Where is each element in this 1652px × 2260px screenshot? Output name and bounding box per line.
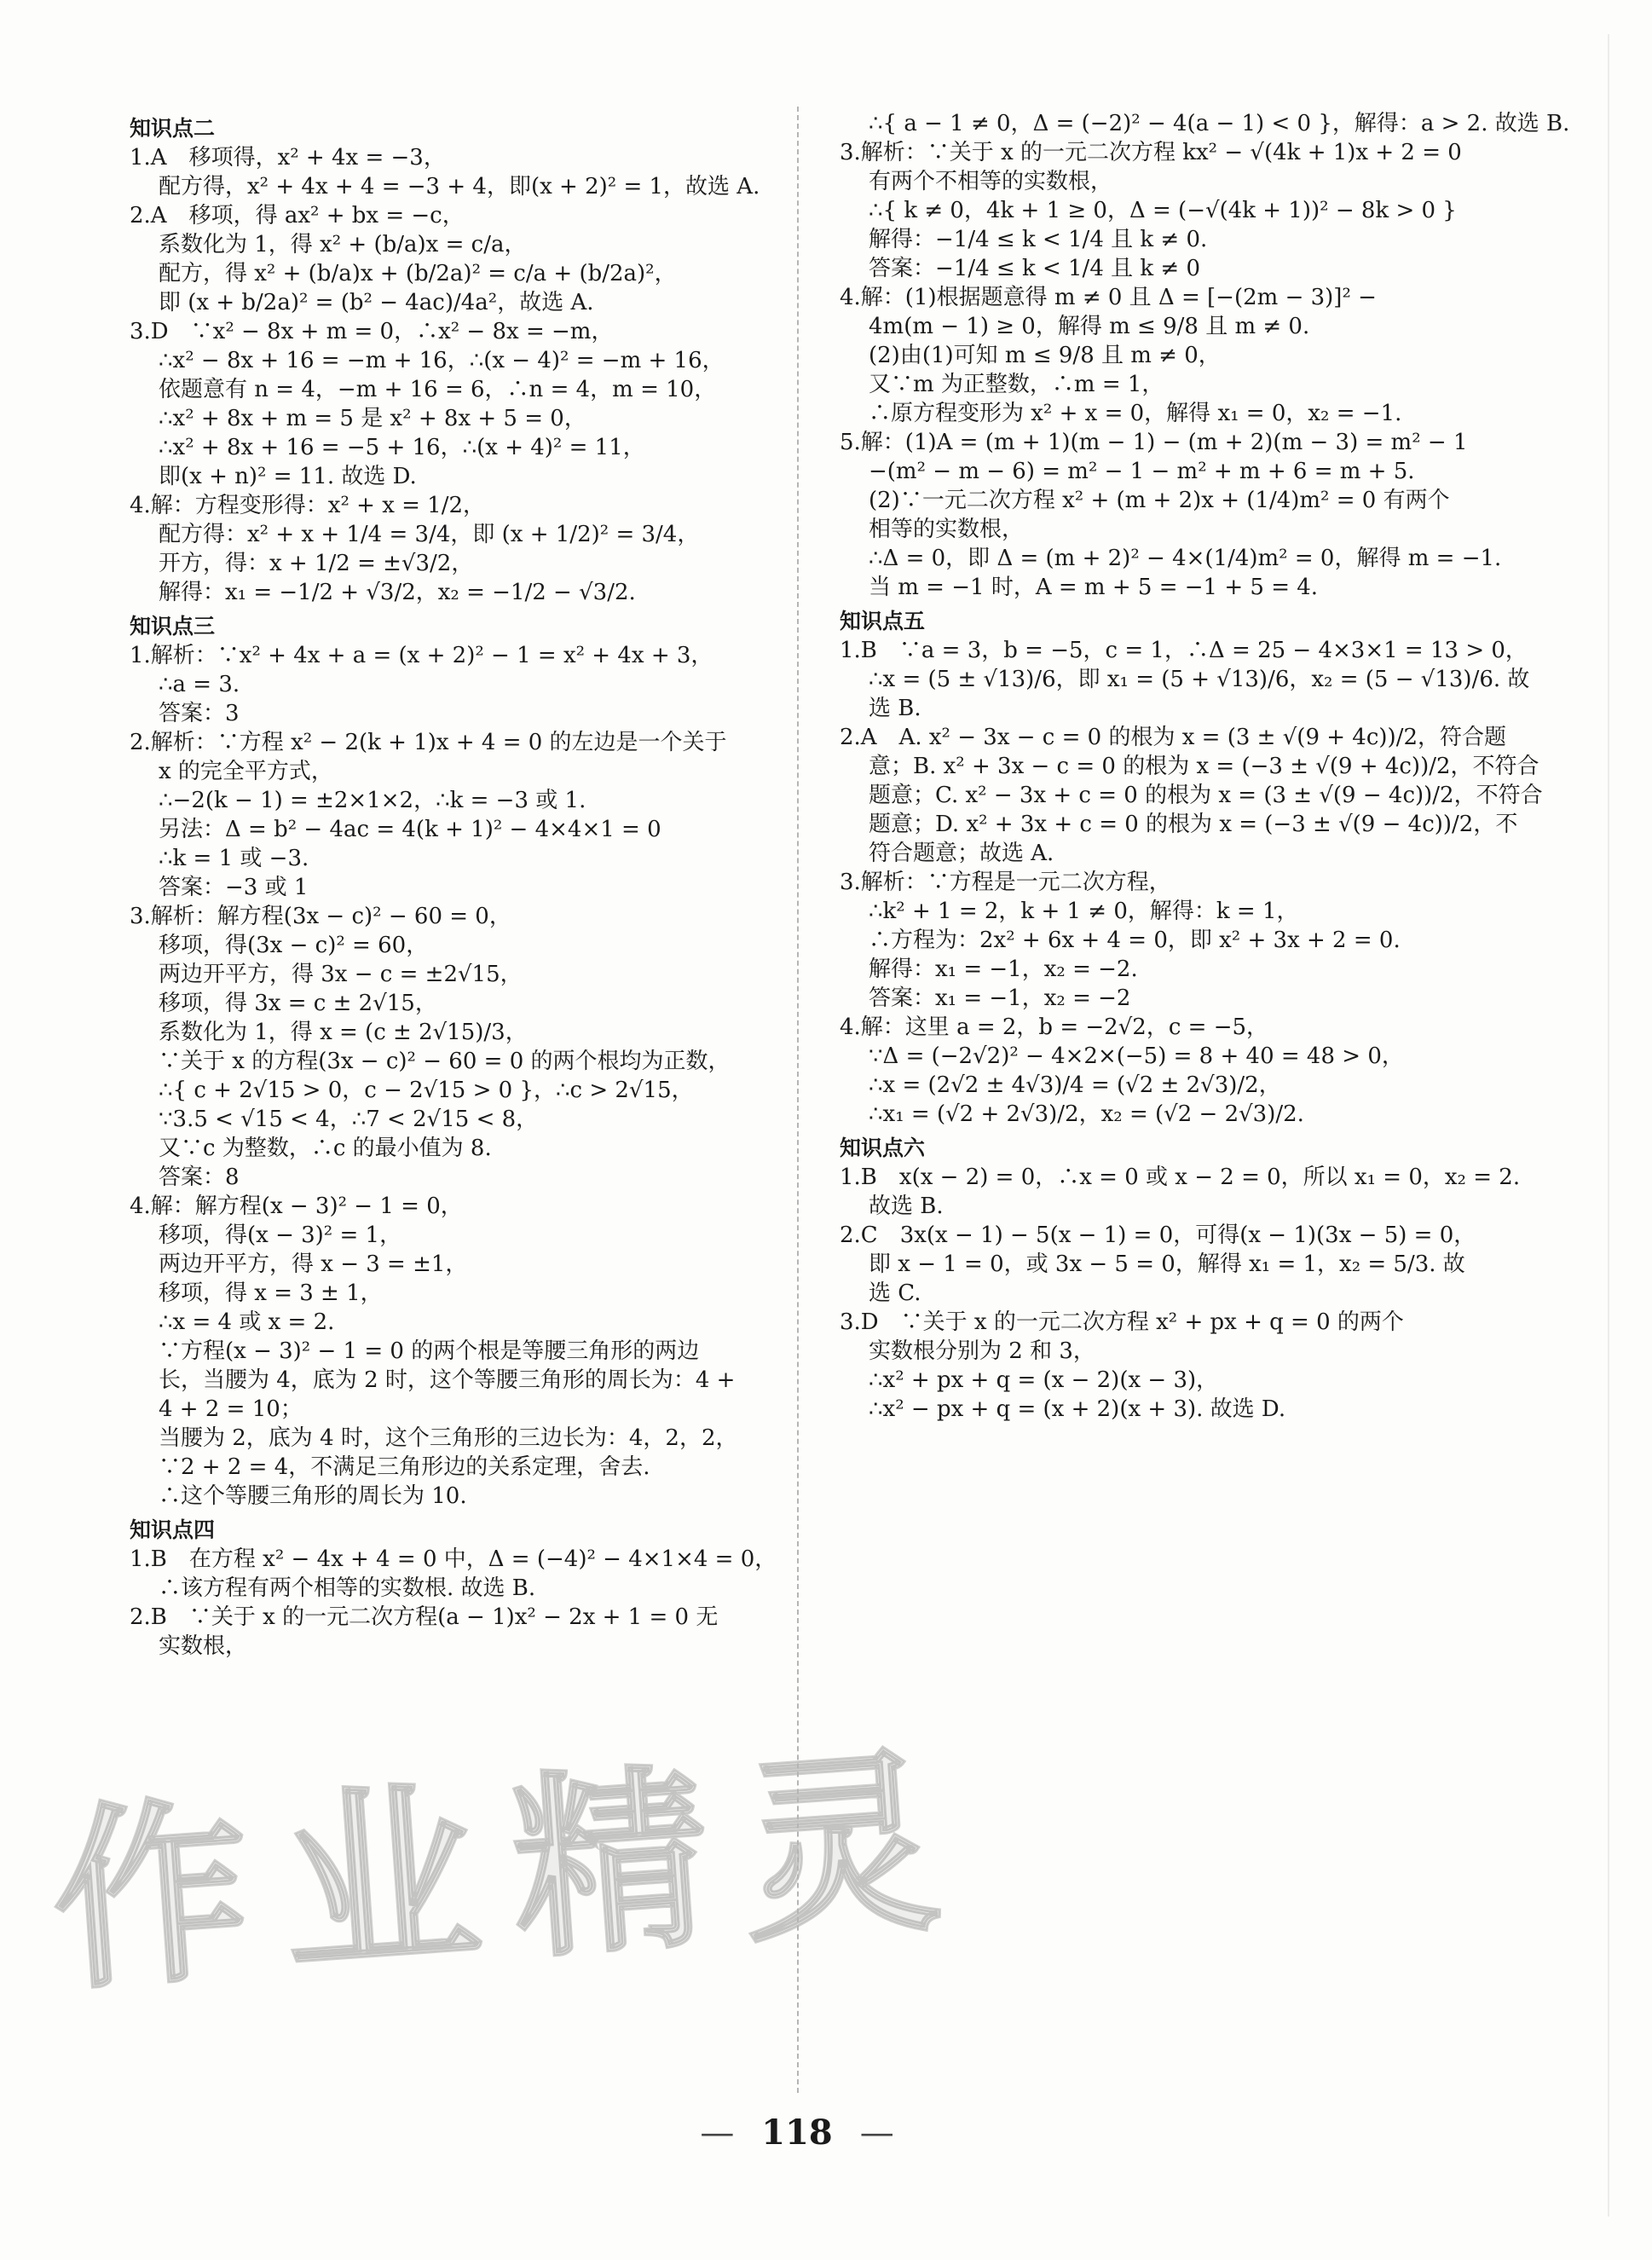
text-line: 选 B. [869, 696, 921, 721]
text-line: ∴该方程有两个相等的实数根. 故选 B. [159, 1575, 536, 1601]
text-line: 配方得，x² + 4x + 4 = −3 + 4，即(x + 2)² = 1，故选 A. [159, 174, 760, 199]
text-line: 配方得：x² + x + 1/4 = 3/4，即 (x + 1/2)² = 3/4， [159, 522, 700, 547]
text-line: 答案：x₁ = −1，x₂ = −2 [869, 985, 1131, 1011]
text-line: 2.A A. x² − 3x − c = 0 的根为 x = (3 ± √(9 + 4c))/2，符合题 [840, 725, 1506, 750]
text-line: ∴x² − px + q = (x + 2)(x + 3). 故选 D. [869, 1396, 1286, 1422]
text-line: ∴−2(k − 1) = ±2×1×2，∴k = −3 或 1. [159, 788, 586, 813]
text-line: ∴x = (5 ± √13)/6，即 x₁ = (5 + √13)/6，x₂ = (5 − √13)/6. 故 [869, 667, 1530, 692]
text-line: x 的完全平方式， [159, 759, 333, 784]
text-line: ∴{ a − 1 ≠ 0，Δ = (−2)² − 4(a − 1) < 0 }，解得：a > 2. 故选 B. [869, 111, 1570, 136]
text-line: 3.解析：∵关于 x 的一元二次方程 kx² − √(4k + 1)x + 2 = 0 [840, 140, 1462, 165]
right-column [840, 109, 1570, 1424]
text-line: 即 x − 1 = 0，或 3x − 5 = 0，解得 x₁ = 1，x₂ = 5/3. 故 [869, 1251, 1465, 1277]
text-line: 1.解析：∵x² + 4x + a = (x + 2)² − 1 = x² + 4x + 3， [130, 643, 713, 668]
text-line: 两边开平方，得 3x − c = ±2√15， [159, 962, 523, 987]
text-line: 2.A 移项，得 ax² + bx = −c， [130, 203, 465, 228]
text-line: ∴x² + 8x + m = 5 是 x² + 8x + 5 = 0， [159, 406, 586, 431]
text-line: 解得：x₁ = −1，x₂ = −2. [869, 957, 1138, 982]
text-line: 意；B. x² + 3x − c = 0 的根为 x = (−3 ± √(9 + 4c))/2，不符合 [869, 754, 1539, 779]
text-line: ∴x = 4 或 x = 2. [159, 1309, 335, 1335]
text-line: 相等的实数根， [869, 517, 1025, 542]
text-line: ∴x² + px + q = (x − 2)(x − 3)， [869, 1367, 1219, 1393]
section-heading: 知识点六 [840, 1136, 926, 1160]
text-line: ∴x² + 8x + 16 = −5 + 16，∴(x + 4)² = 11， [159, 435, 645, 460]
text-line: 配方，得 x² + (b/a)x + (b/2a)² = c/a + (b/2a)²， [159, 261, 677, 286]
text-line: 答案：8 [159, 1165, 240, 1190]
text-line: 4.解：方程变形得：x² + x = 1/2， [130, 493, 486, 518]
text-line: 4.解：解方程(x − 3)² − 1 = 0， [130, 1194, 463, 1219]
text-line: 当 m = −1 时，A = m + 5 = −1 + 5 = 4. [869, 575, 1319, 600]
text-line: 2.解析：∵方程 x² − 2(k + 1)x + 4 = 0 的左边是一个关于 [130, 730, 727, 755]
text-line: ∴k² + 1 = 2，k + 1 ≠ 0，解得：k = 1， [869, 899, 1299, 924]
text-line: 长，当腰为 4，底为 2 时，这个等腰三角形的周长为：4 + [159, 1367, 736, 1393]
text-line: 开方，得：x + 1/2 = ±√3/2， [159, 551, 474, 576]
text-line: 即 (x + b/2a)² = (b² − 4ac)/4a²，故选 A. [159, 290, 594, 315]
text-line: 移项，得 3x = c ± 2√15， [159, 991, 437, 1016]
text-line: 2.C 3x(x − 1) − 5(x − 1) = 0，可得(x − 1)(3x − 5) = 0， [840, 1222, 1476, 1248]
text-line: ∵关于 x 的方程(3x − c)² − 60 = 0 的两个根均为正数， [159, 1049, 731, 1074]
section-heading: 知识点五 [840, 609, 926, 633]
text-line: ∴{ c + 2√15 > 0，c − 2√15 > 0 }，∴c > 2√15， [159, 1078, 694, 1103]
text-line: 移项，得(3x − c)² = 60， [159, 933, 429, 958]
text-line: 解得：x₁ = −1/2 + √3/2，x₂ = −1/2 − √3/2. [159, 580, 636, 605]
text-line: 有两个不相等的实数根， [869, 169, 1113, 194]
text-line: 实数根分别为 2 和 3， [869, 1338, 1095, 1364]
text-line: 系数化为 1，得 x² + (b/a)x = c/a， [159, 232, 527, 257]
column-divider [797, 107, 799, 2093]
text-line: 1.B 在方程 x² − 4x + 4 = 0 中，Δ = (−4)² − 4×1×4 = 0， [130, 1546, 777, 1572]
text-line: 答案：−1/4 ≤ k < 1/4 且 k ≠ 0 [869, 256, 1200, 281]
text-line: 4 + 2 = 10； [159, 1396, 303, 1422]
page-footer [0, 2113, 1594, 2153]
text-line: ∴x = (2√2 ± 4√3)/4 = (√2 ± 2√3)/2， [869, 1072, 1281, 1098]
page-dash-left: — [700, 2113, 735, 2153]
text-line: 1.A 移项得，x² + 4x = −3， [130, 145, 446, 171]
text-line: 题意；C. x² − 3x + c = 0 的根为 x = (3 ± √(9 − 4c))/2，不符合 [869, 783, 1543, 808]
text-line: 3.D ∵关于 x 的一元二次方程 x² + px + q = 0 的两个 [840, 1309, 1404, 1335]
text-line: 答案：3 [159, 701, 240, 726]
page-dash-right: — [859, 2113, 894, 2153]
text-line: ∵3.5 < √15 < 4，∴7 < 2√15 < 8， [159, 1107, 539, 1132]
page-number: 118 [761, 2113, 833, 2153]
text-line: ∵方程(x − 3)² − 1 = 0 的两个根是等腰三角形的两边 [159, 1338, 700, 1364]
text-line: 又∵m 为正整数，∴m = 1， [869, 372, 1164, 397]
text-line: (2)由(1)可知 m ≤ 9/8 且 m ≠ 0， [869, 343, 1221, 368]
text-line: ∴x₁ = (√2 + 2√3)/2，x₂ = (√2 − 2√3)/2. [869, 1101, 1304, 1127]
section-heading: 知识点三 [130, 614, 216, 639]
text-line: ∴k = 1 或 −3. [159, 846, 309, 871]
text-line: 3.D ∵x² − 8x + m = 0，∴x² − 8x = −m， [130, 319, 614, 344]
section-heading: 知识点四 [130, 1517, 216, 1542]
left-column [130, 109, 777, 1661]
text-line: 另法：Δ = b² − 4ac = 4(k + 1)² − 4×4×1 = 0 [159, 817, 661, 842]
text-line: 两边开平方，得 x − 3 = ±1， [159, 1251, 468, 1277]
text-line: ∴方程为：2x² + 6x + 4 = 0，即 x² + 3x + 2 = 0. [869, 928, 1401, 953]
text-line: ∴Δ = 0，即 Δ = (m + 2)² − 4×(1/4)m² = 0，解得 m = −1. [869, 546, 1502, 571]
page-edge [1608, 34, 1609, 2217]
text-line: ∴a = 3. [159, 672, 240, 697]
text-line: 移项，得 x = 3 ± 1， [159, 1280, 383, 1306]
text-line: 即(x + n)² = 11. 故选 D. [159, 464, 417, 489]
text-line: 依题意有 n = 4，−m + 16 = 6，∴n = 4，m = 10， [159, 377, 717, 402]
section-heading: 知识点二 [130, 116, 216, 141]
text-line: ∵Δ = (−2√2)² − 4×2×(−5) = 8 + 40 = 48 > 0， [869, 1043, 1404, 1069]
text-line: 1.B x(x − 2) = 0，∴x = 0 或 x − 2 = 0，所以 x₁ = 0，x₂ = 2. [840, 1165, 1521, 1190]
text-line: 4.解：这里 a = 2，b = −2√2，c = −5， [840, 1014, 1269, 1040]
text-line: 答案：−3 或 1 [159, 875, 309, 900]
text-line: 题意；D. x² + 3x + c = 0 的根为 x = (−3 ± √(9 − 4c))/2，不 [869, 812, 1518, 837]
watermark: 作业精灵 [45, 1726, 980, 2019]
text-line: 解得：−1/4 ≤ k < 1/4 且 k ≠ 0. [869, 227, 1208, 252]
text-line: 选 C. [869, 1280, 921, 1306]
text-line: 1.B ∵a = 3，b = −5，c = 1，∴Δ = 25 − 4×3×1 = 13 > 0， [840, 638, 1528, 663]
text-line: 4.解：(1)根据题意得 m ≠ 0 且 Δ = [−(2m − 3)]² − [840, 285, 1377, 310]
text-line: ∴原方程变形为 x² + x = 0，解得 x₁ = 0，x₂ = −1. [869, 401, 1402, 426]
text-line: 故选 B. [869, 1194, 944, 1219]
text-line: (2)∵一元二次方程 x² + (m + 2)x + (1/4)m² = 0 有两个 [869, 488, 1450, 513]
text-line: 符合题意；故选 A. [869, 841, 1054, 866]
text-line: 移项，得(x − 3)² = 1， [159, 1222, 402, 1248]
text-line: 实数根， [159, 1633, 248, 1659]
text-line: −(m² − m − 6) = m² − 1 − m² + m + 6 = m + 5. [869, 459, 1415, 484]
text-line: 2.B ∵关于 x 的一元二次方程(a − 1)x² − 2x + 1 = 0 无 [130, 1604, 719, 1630]
text-line: 3.解析：∵方程是一元二次方程， [840, 870, 1171, 895]
text-line: ∴{ k ≠ 0，4k + 1 ≥ 0，Δ = (−√(4k + 1))² − 8k > 0 } [869, 198, 1457, 223]
text-line: 3.解析：解方程(3x − c)² − 60 = 0， [130, 904, 511, 929]
text-line: 4m(m − 1) ≥ 0，解得 m ≤ 9/8 且 m ≠ 0. [869, 314, 1310, 339]
text-line: 系数化为 1，得 x = (c ± 2√15)/3， [159, 1020, 528, 1045]
text-line: ∴x² − 8x + 16 = −m + 16，∴(x − 4)² = −m + 16， [159, 348, 725, 373]
text-line: 又∵c 为整数，∴c 的最小值为 8. [159, 1136, 492, 1161]
text-line: 5.解：(1)A = (m + 1)(m − 1) − (m + 2)(m − 3) = m² − 1 [840, 430, 1468, 455]
text-line: ∵2 + 2 = 4，不满足三角形边的关系定理，舍去. [159, 1454, 650, 1480]
text-line: ∴这个等腰三角形的周长为 10. [159, 1483, 467, 1509]
text-line: 当腰为 2，底为 4 时，这个三角形的三边长为：4，2，2， [159, 1425, 738, 1451]
